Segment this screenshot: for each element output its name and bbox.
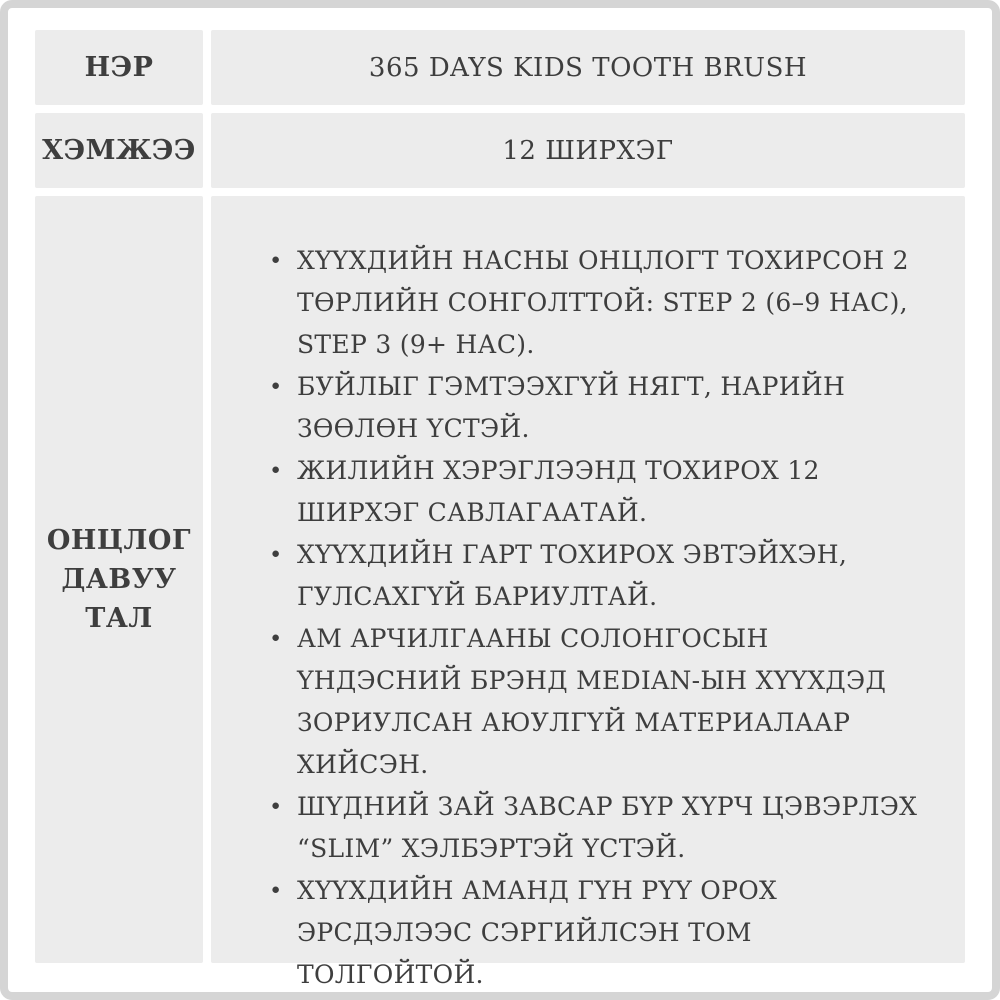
feature-item: • ХҮҮХДИЙН ГАРТ ТОХИРОХ ЭВТЭЙХЭН, ГУЛСАХГҮЙ БАРИУЛТАЙ. [297, 534, 937, 618]
row-name-value: 365 DAYS KIDS TOOTH BRUSH [211, 30, 965, 105]
feature-item: • БУЙЛЫГ ГЭМТЭЭХГҮЙ НЯГТ, НАРИЙН ЗӨӨЛӨН ҮСТЭЙ. [297, 366, 937, 450]
feature-item: • ХҮҮХДИЙН АМАНД ГҮН РҮҮ ОРОХ ЭРСДЭЛЭЭС СЭРГИЙЛСЭН ТОМ ТОЛГОЙТОЙ. [297, 870, 937, 996]
row-quantity-label: ХЭМЖЭЭ [35, 113, 203, 188]
feature-item: • ЖИЛИЙН ХЭРЭГЛЭЭНД ТОХИРОХ 12 ШИРХЭГ САВЛАГААТАЙ. [297, 450, 937, 534]
row-quantity-value: 12 ШИРХЭГ [211, 113, 965, 188]
feature-item: • ШҮДНИЙ ЗАЙ ЗАВСАР БҮР ХҮРЧ ЦЭВЭРЛЭХ “SLIM” ХЭЛБЭРТЭЙ ҮСТЭЙ. [297, 786, 937, 870]
feature-item: • АМ АРЧИЛГААНЫ СОЛОНГОСЫН ҮНДЭСНИЙ БРЭНД MEDIAN-ЫН ХҮҮХДЭД ЗОРИУЛСАН АЮУЛГҮЙ МАТЕРИАЛААР ХИЙСЭН. [297, 618, 937, 786]
feature-item: • ХҮҮХДИЙН НАСНЫ ОНЦЛОГТ ТОХИРСОН 2 ТӨРЛИЙН СОНГОЛТТОЙ: STEP 2 (6–9 НАС), STEP 3 (9+ НАС). [297, 240, 937, 366]
feature-list [239, 240, 937, 996]
row-features-value [211, 196, 965, 989]
row-name-label: НЭР [35, 30, 203, 105]
product-spec-table [35, 30, 965, 989]
row-features-label: ОНЦЛОГ ДАВУУ ТАЛ [35, 196, 203, 963]
